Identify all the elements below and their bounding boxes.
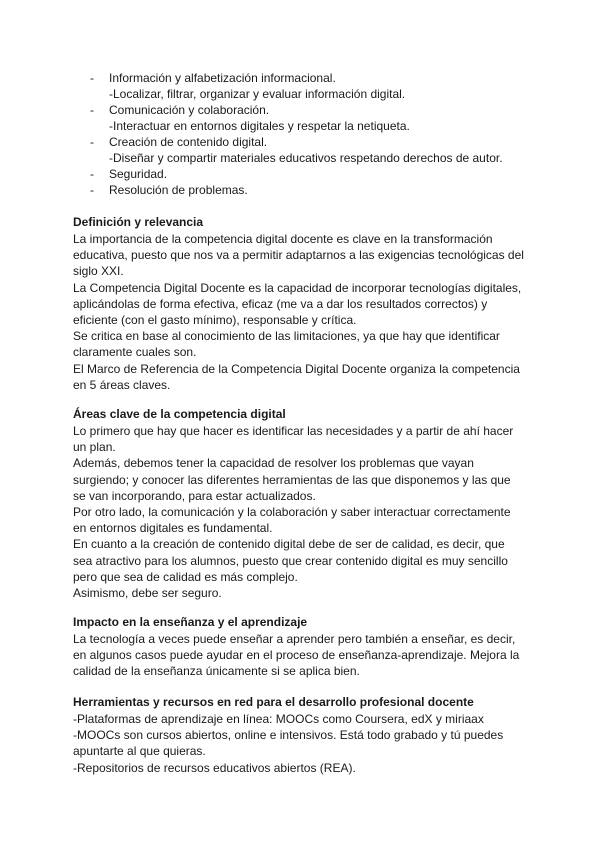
list-item-subtext-row <box>0 150 600 166</box>
list-item <box>0 102 600 118</box>
list-bullet-dash: - <box>90 71 94 85</box>
list-item-text: Resolución de problemas. <box>109 183 248 197</box>
list-item-subtext: -Interactuar en entornos digitales y respetar la netiqueta. <box>109 119 410 133</box>
section-body: Lo primero que hay que hacer es identificar las necesidades y a partir de ahí hacer un plan. Además, debemos tener la capacidad de resolver los problemas que vayan surgiendo; y conocer las diferentes herramientas de las que disponemos y las que se van incorporando, para estar actualizados. Por otro lado, la comunicación y la colaboración y saber interactuar correctamente en entornos digitales es fundamental. En cuanto a la creación de contenido digital debe de ser de calidad, es decir, que sea atractivo para los alumnos, puesto que crear contenido digital es muy sencillo pero que sea de calidad es más complejo. Asimismo, debe ser seguro. <box>73 424 514 601</box>
section-heading: Definición y relevancia <box>73 215 204 229</box>
section-herramientas <box>73 694 533 776</box>
section-heading: Impacto en la enseñanza y el aprendizaje <box>73 615 308 629</box>
list-bullet-dash: - <box>90 135 94 149</box>
section-impacto <box>73 614 533 680</box>
list-item-text: Seguridad. <box>109 167 168 181</box>
list-item-subtext-row <box>0 86 600 102</box>
list-item <box>0 182 600 198</box>
competency-areas-list <box>0 70 600 198</box>
section-definicion <box>73 214 533 393</box>
list-item <box>0 134 600 150</box>
list-item-text: Información y alfabetización informacional. <box>109 71 336 85</box>
list-item-text: Comunicación y colaboración. <box>109 103 270 117</box>
section-heading: Herramientas y recursos en red para el desarrollo profesional docente <box>73 695 474 709</box>
list-item-subtext: -Diseñar y compartir materiales educativos respetando derechos de autor. <box>109 151 503 165</box>
list-item-subtext: -Localizar, filtrar, organizar y evaluar información digital. <box>109 87 406 101</box>
list-item-text: Creación de contenido digital. <box>109 135 268 149</box>
list-bullet-dash: - <box>90 167 94 181</box>
section-body: La tecnología a veces puede enseñar a aprender pero también a enseñar, es decir, en algunos casos puede ayudar en el proceso de enseñanza-aprendizaje. Mejora la calidad de la enseñanza únicamente si se aplica bien. <box>73 632 520 679</box>
list-bullet-dash: - <box>90 103 94 117</box>
list-item <box>0 70 600 86</box>
section-body: -Plataformas de aprendizaje en línea: MOOCs como Coursera, edX y miriaax -MOOCs son cursos abiertos, online e intensivos. Está todo grabado y tú puedes apuntarte al que quieras. -Repositorios de recursos educativos abiertos (REA). <box>73 712 504 775</box>
section-areas-clave <box>73 406 533 601</box>
section-heading: Áreas clave de la competencia digital <box>73 407 286 421</box>
section-body: La importancia de la competencia digital docente es clave en la transformación educativa, puesto que nos va a permitir adaptarnos a las exigencias tecnológicas del siglo XXI. La Competencia Digital Docente es la capacidad de incorporar tecnologías digitales, aplicándolas de forma efectiva, eficaz (me va a dar los resultados correctos) y eficiente (con el gasto mínimo), responsable y crítica. Se critica en base al conocimiento de las limitaciones, ya que hay que identificar claramente cuales son. El Marco de Referencia de la Competencia Digital Docente organiza la competencia en 5 áreas claves. <box>73 232 524 392</box>
list-bullet-dash: - <box>90 183 94 197</box>
list-item <box>0 166 600 182</box>
list-item-subtext-row <box>0 118 600 134</box>
